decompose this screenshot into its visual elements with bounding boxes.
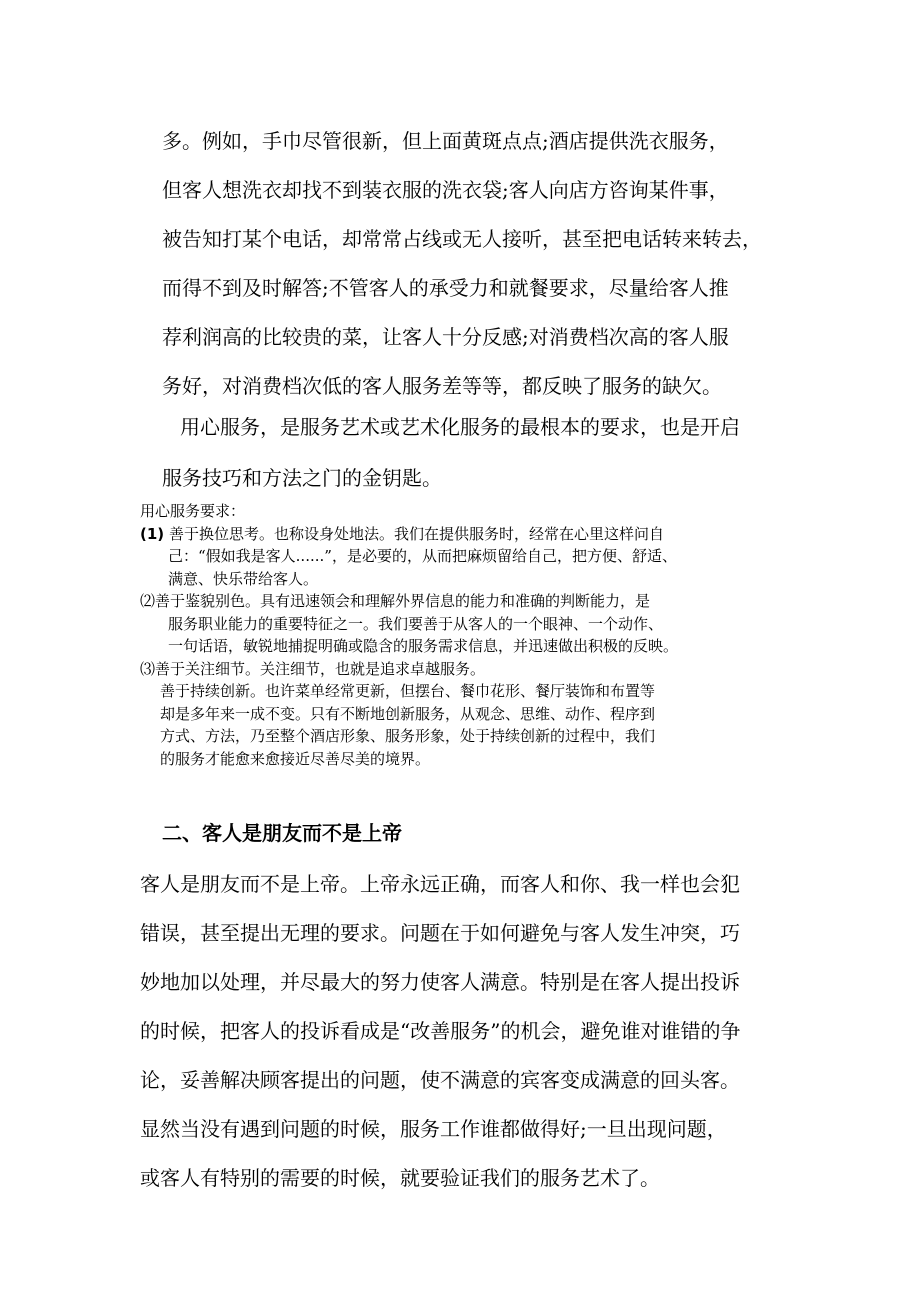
- text-line: 荐利润高的比较贵的菜，让客人十分反感;对消费档次高的客人服: [162, 325, 729, 349]
- item-marker: ⑶: [140, 659, 156, 678]
- requirement-item-4: 善于持续创新。也许菜单经常更新，但摆台、餐巾花形、餐厅装饰和布置等: [160, 682, 656, 700]
- text-line: 错误，甚至提出无理的要求。问题在于如何避免与客人发生冲突，巧: [140, 921, 740, 945]
- text-line: 满意、快乐带给客人。: [168, 569, 319, 588]
- requirement-item-2: [140, 590, 790, 613]
- text-line: 务好，对消费档次低的客人服务差等等，都反映了服务的缺欠。: [162, 374, 722, 398]
- text-line: 服务职业能力的重要特征之一。我们要善于从客人的一个眼神、一个动作、: [168, 614, 664, 633]
- text-line: 或客人有特别的需要的时候，就要验证我们的服务艺术了。: [140, 1166, 660, 1190]
- text-line: 己：“假如我是客人......”，是必要的，从而把麻烦留给自己，把方便、舒适、: [168, 547, 677, 565]
- paragraph-guest-friend: [140, 860, 790, 1203]
- text-line: 善于换位思考。也称设身处地法。我们在提供服务时，经常在心里这样问自: [168, 524, 664, 543]
- paragraph-service-shortcomings: [162, 117, 782, 411]
- text-line: 论，妥善解决顾客提出的问题，使不满意的宾客变成满意的回头客。: [140, 1068, 740, 1092]
- text-line: 但客人想洗衣却找不到装衣服的洗衣袋;客人向店方咨询某件事，: [162, 178, 729, 202]
- text-line: 而得不到及时解答;不管客人的承受力和就餐要求，尽量给客人推: [162, 276, 729, 300]
- requirement-item-3: [140, 658, 790, 681]
- text-line: 的服务才能愈来愈接近尽善尽美的境界。: [160, 749, 431, 768]
- item-marker: ⑵: [140, 592, 156, 610]
- item-marker: (1): [140, 524, 165, 543]
- requirement-item-1: [140, 523, 790, 546]
- paragraph-attentive-service: [162, 402, 782, 504]
- text-line: 方式、方法，乃至整个酒店形象、服务形象，处于持续创新的过程中，我们: [160, 727, 656, 745]
- text-line: 被告知打某个电话，却常常占线或无人接听，甚至把电话转来转去，: [162, 227, 762, 251]
- text-line: 一句话语，敏锐地捕捉明确或隐含的服务需求信息，并迅速做出积极的反映。: [168, 637, 679, 655]
- text-line: 客人是朋友而不是上帝。上帝永远正确，而客人和你、我一样也会犯: [140, 872, 740, 896]
- text-line: 显然当没有遇到问题的时候，服务工作谁都做得好;一旦出现问题，: [140, 1117, 727, 1141]
- text-line: 服务技巧和方法之门的金钥匙。: [162, 466, 442, 490]
- requirements-title: 用心服务要求：: [140, 502, 246, 520]
- text-line: 妙地加以处理，并尽最大的努力使客人满意。特别是在客人提出投诉: [140, 970, 740, 994]
- text-line: 善于鉴貌别色。具有迅速领会和理解外界信息的能力和准确的判断能力，是: [155, 592, 651, 610]
- section-heading: 二、客人是朋友而不是上帝: [162, 821, 402, 845]
- text-line: 多。例如，手巾尽管很新，但上面黄斑点点;酒店提供洗衣服务，: [162, 129, 729, 153]
- text-line: 却是多年来一成不变。只有不断地创新服务，从观念、思维、动作、程序到: [160, 704, 656, 723]
- text-line: 用心服务，是服务艺术或艺术化服务的最根本的要求，也是开启: [180, 415, 740, 439]
- text-line: 善于关注细节。关注细节，也就是追求卓越服务。: [155, 659, 486, 678]
- requirements-list: [140, 500, 790, 770]
- text-line: 的时候，把客人的投诉看成是“改善服务”的机会，避免谁对谁错的争: [140, 1019, 741, 1043]
